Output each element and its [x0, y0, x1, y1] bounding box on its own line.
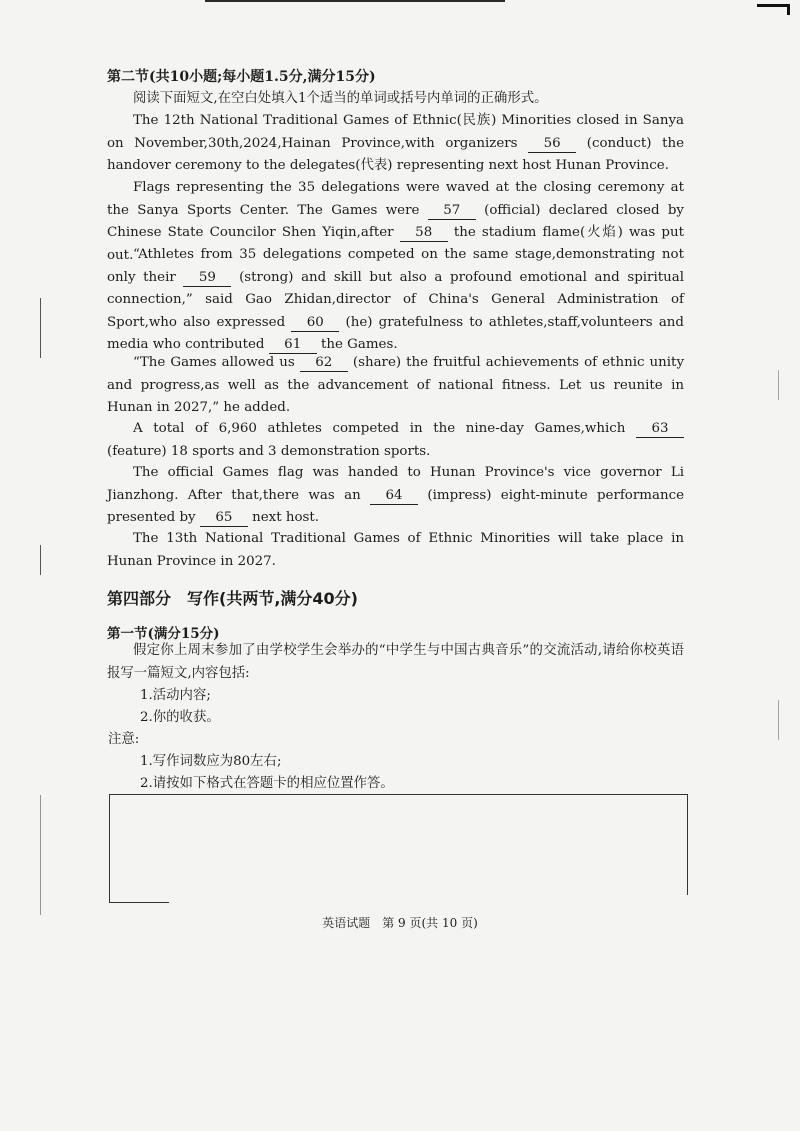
scan-artifact	[40, 795, 41, 915]
blank-62: 62	[300, 355, 348, 372]
section-title: 第二节(共10小题;每小题1.5分,满分15分)	[107, 69, 376, 85]
passage-paragraph-4: “The Games allowed us 62 (share) the fruitful achievements of ethnic unity and progress,as well as the advancement of national fitness. Let us reunite in Hunan in 2027,” he added.	[107, 355, 685, 415]
passage-paragraph-1: The 12th National Traditional Games of Ethnic(民族) Minorities closed in Sanya on November,30th,2024,Hainan Province,with organizers 56 (conduct) the handover ceremony to the delegates(代表) representing next host Hunan Province.	[107, 113, 684, 173]
blank-63: 63	[636, 421, 684, 438]
passage-paragraph-5: A total of 6,960 athletes competed in the nine-day Games,which 63 (feature) 18 sports and 3 demonstration sports.	[107, 418, 684, 463]
scan-artifact	[778, 700, 779, 740]
blank-59: 59	[183, 270, 231, 287]
note-item-1: 1.写作词数应为80左右;	[140, 754, 282, 769]
corner-mark	[757, 4, 790, 15]
blank-57: 57	[428, 203, 476, 220]
passage-paragraph-3: “Athletes from 35 delegations competed on the same stage,demonstrating not only their 59 (strong) and skill but also a profound emotional and spiritual connection,” said Gao Zhidan,director of China's General Administration of Sport,who also expressed 60 (he) gratefulness to athletes,staff,volunteers and media who contributed 61 the Games.	[107, 247, 685, 352]
note-label: 注意:	[108, 732, 140, 747]
blank-58: 58	[400, 225, 448, 242]
blank-56: 56	[528, 136, 576, 153]
answer-box-left-edge	[109, 794, 110, 902]
scan-artifact	[40, 298, 41, 358]
content-item-1: 1.活动内容;	[140, 688, 211, 703]
writing-prompt: 假定你上周末参加了由学校学生会举办的“中学生与中国古典音乐”的交流活动,请给你校英语报写一篇短文,内容包括:	[107, 643, 684, 681]
answer-box-bottom-edge	[109, 902, 169, 903]
answer-format-box	[109, 794, 688, 895]
blank-61: 61	[269, 337, 317, 354]
blank-65: 65	[200, 510, 248, 527]
part-title: 第四部分 写作(共两节,满分40分)	[107, 589, 358, 608]
scan-artifact	[778, 370, 779, 400]
top-rule	[205, 0, 505, 2]
passage-paragraph-7: The 13th National Traditional Games of Ethnic Minorities will take place in Hunan Province in 2027.	[107, 531, 684, 569]
passage-paragraph-6: The official Games flag was handed to Hunan Province's vice governor Li Jianzhong. After that,there was an 64 (impress) eight-minute performance presented by 65 next host.	[107, 465, 684, 525]
blank-60: 60	[291, 315, 339, 332]
instruction: 阅读下面短文,在空白处填入1个适当的单词或括号内单词的正确形式。	[133, 91, 548, 106]
page-footer: 英语试题 第 9 页(共 10 页)	[322, 916, 478, 930]
blank-64: 64	[370, 488, 418, 505]
passage-paragraph-2: Flags representing the 35 delegations were waved at the closing ceremony at the Sanya Sports Center. The Games were 57 (official) declared closed by Chinese State Councilor Shen Yiqin,after 58 the stadium flame(火焰) was put out.	[107, 180, 684, 263]
scan-artifact	[40, 545, 41, 575]
note-item-2: 2.请按如下格式在答题卡的相应位置作答。	[140, 776, 394, 791]
content-item-2: 2.你的收获。	[140, 710, 220, 725]
sub-section-title: 第一节(满分15分)	[107, 626, 220, 642]
